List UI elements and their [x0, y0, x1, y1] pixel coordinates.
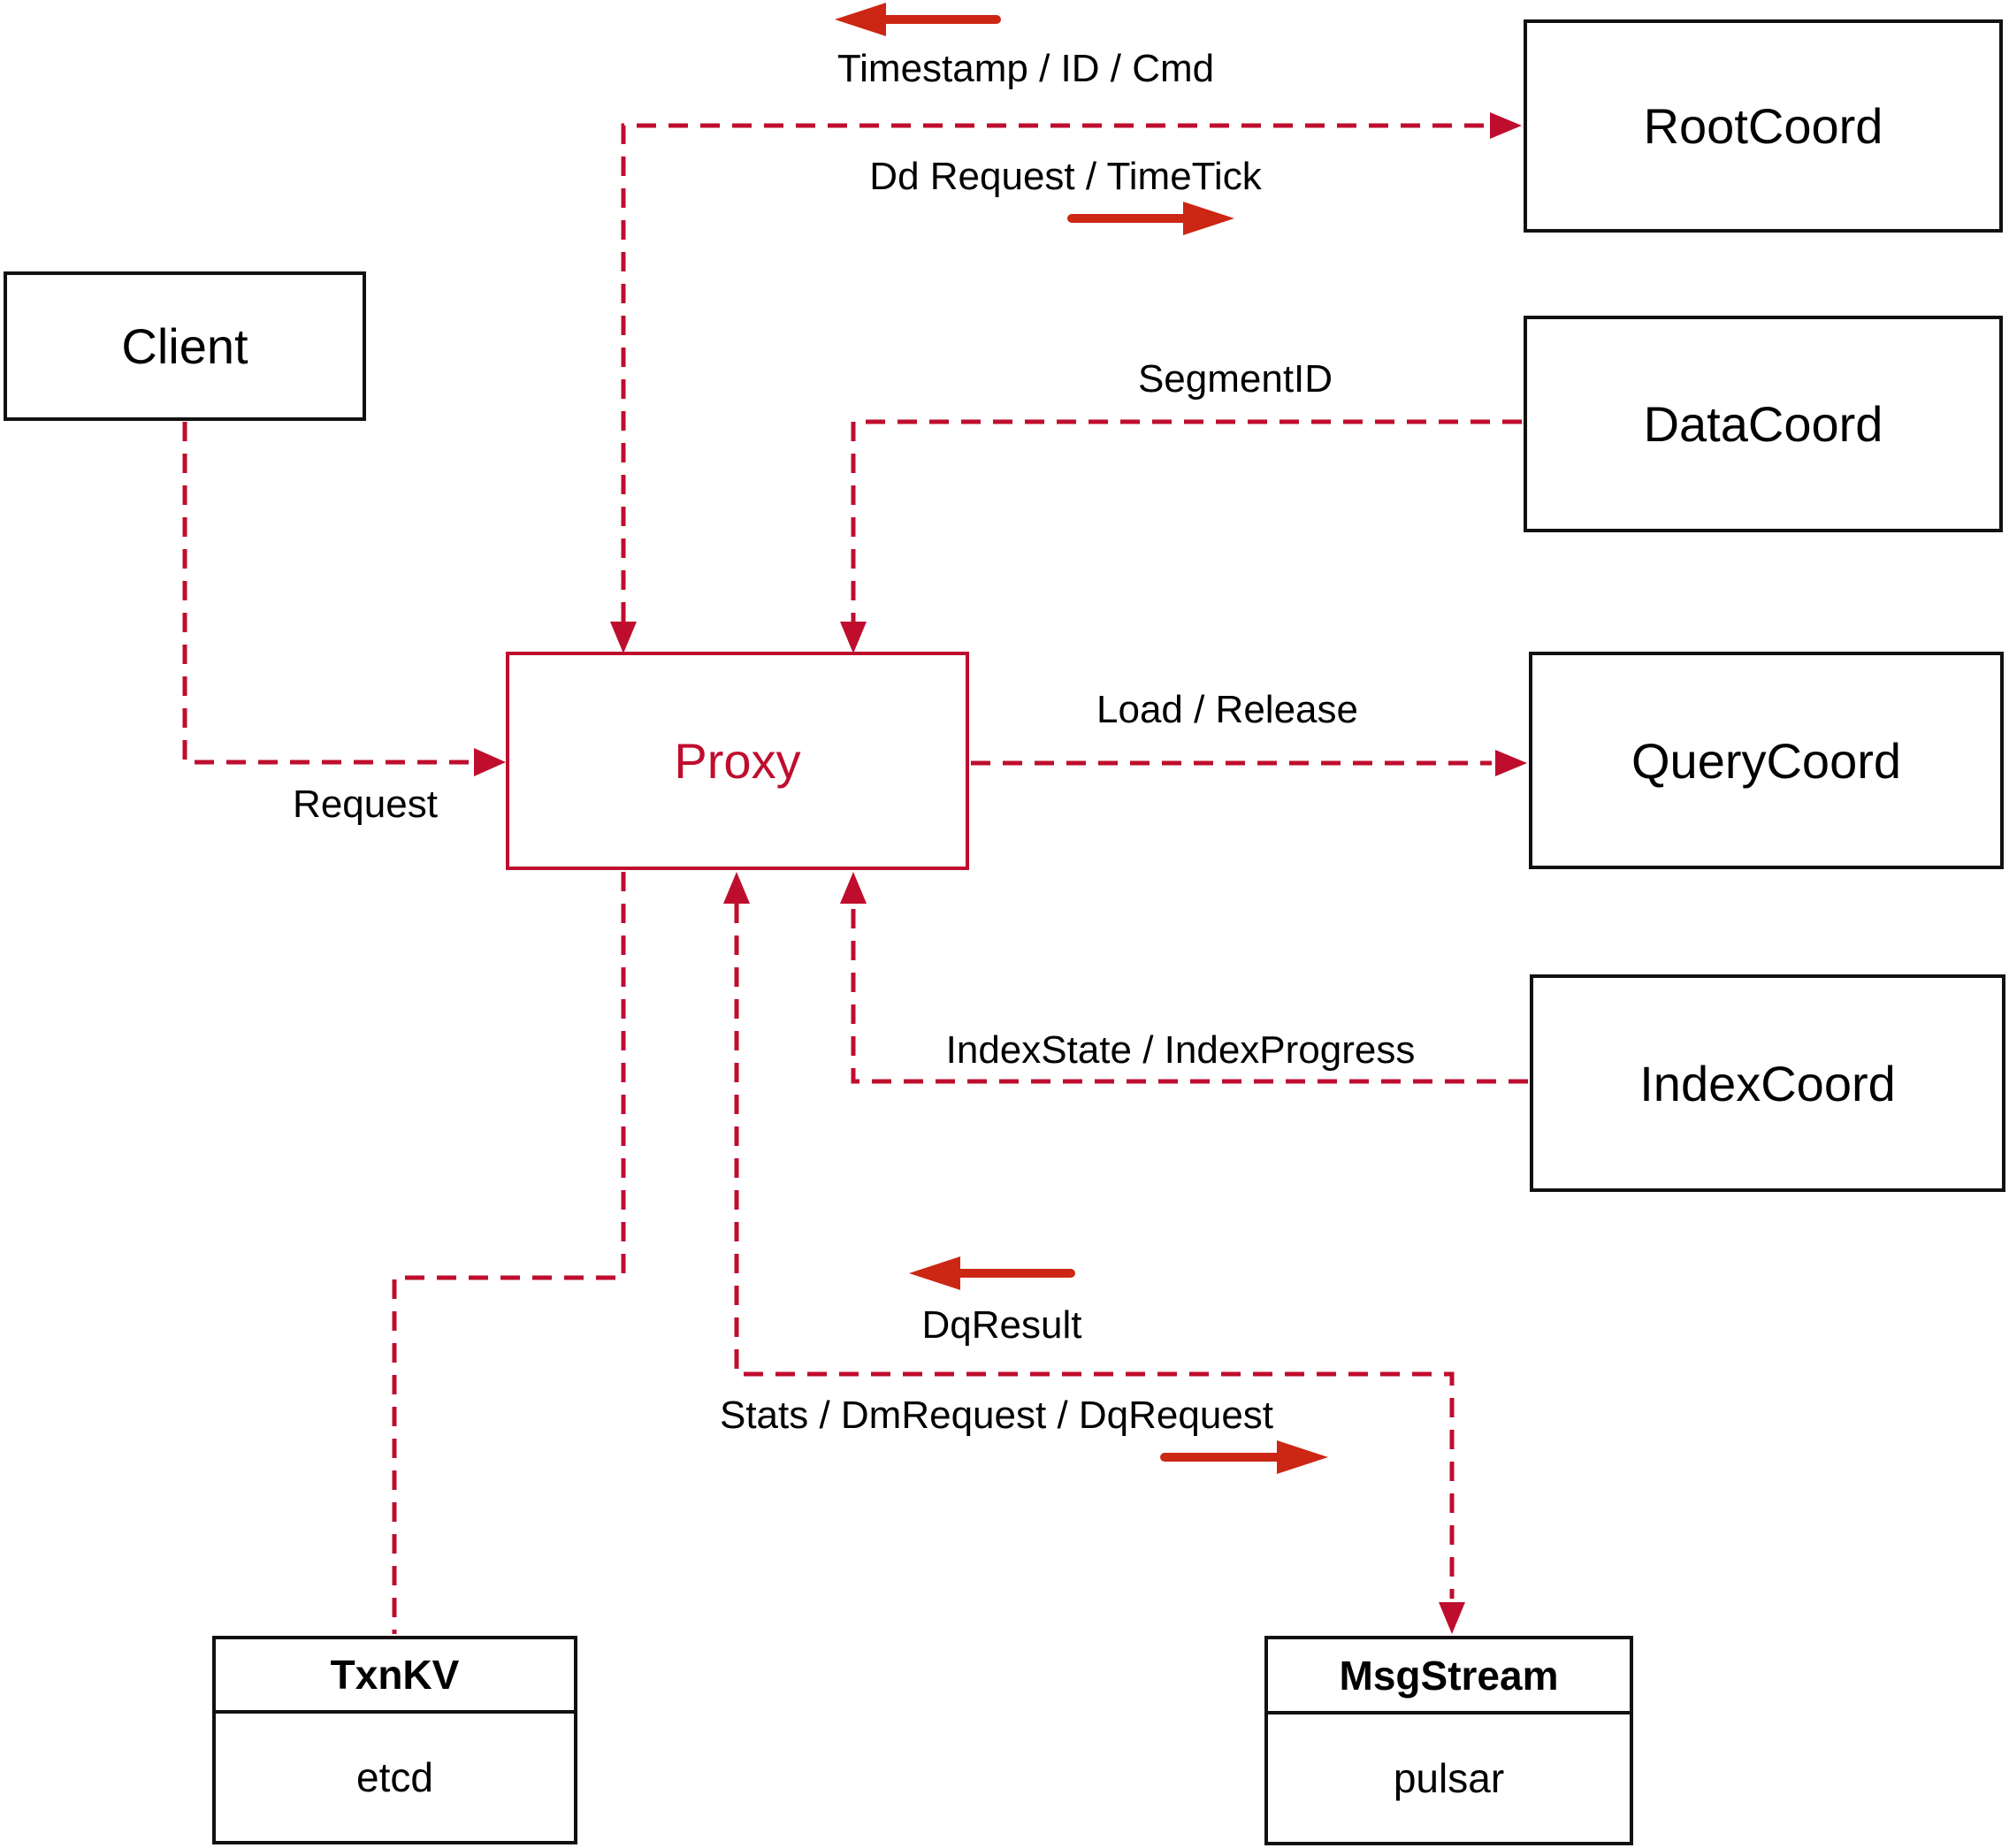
- node-msgstream: [1264, 1636, 1633, 1845]
- arrowhead-right-icon: [1495, 750, 1527, 776]
- arrowhead-up-icon: [840, 872, 867, 904]
- edge-label-segmentid: SegmentID: [1137, 357, 1333, 401]
- txnkv-impl: etcd: [356, 1754, 433, 1800]
- edge-proxy-msgstream: [723, 872, 1465, 1634]
- edge-label-load-release: Load / Release: [1096, 688, 1358, 731]
- arrowhead-right-icon: [474, 748, 506, 776]
- edge-label-dd-request-timetick: Dd Request / TimeTick: [869, 155, 1262, 198]
- msgstream-title: MsgStream: [1268, 1639, 1630, 1714]
- node-client: Client: [4, 271, 366, 421]
- node-rootcoord: RootCoord: [1524, 19, 2003, 233]
- msgstream-impl: pulsar: [1393, 1755, 1505, 1801]
- edge-datacoord-proxy: [840, 422, 1522, 653]
- arrow-left-icon: [835, 3, 997, 36]
- node-indexcoord: IndexCoord: [1530, 974, 2005, 1192]
- edge-label-timestamp-id-cmd: Timestamp / ID / Cmd: [836, 47, 1215, 90]
- arrow-left-icon: [909, 1256, 1071, 1290]
- arrow-right-icon: [1165, 1440, 1328, 1474]
- node-proxy: Proxy: [506, 652, 969, 870]
- edge-proxy-querycoord: [971, 750, 1527, 776]
- node-datacoord: DataCoord: [1524, 316, 2003, 532]
- edge-client-proxy: [185, 422, 506, 776]
- arrowhead-right-icon: [1490, 112, 1522, 139]
- edge-proxy-txnkv: [394, 872, 623, 1634]
- edge-label-indexstate-indexprogress: IndexState / IndexProgress: [945, 1028, 1416, 1072]
- edge-label-dqresult: DqResult: [921, 1303, 1082, 1347]
- txnkv-title: TxnKV: [216, 1639, 574, 1714]
- arrowhead-up-icon: [723, 872, 750, 904]
- arrow-right-icon: [1072, 202, 1234, 235]
- node-querycoord: QueryCoord: [1529, 652, 2004, 869]
- edge-label-request: Request: [293, 783, 438, 826]
- arrowhead-down-icon: [840, 622, 867, 653]
- edge-label-stats-dmrequest-dqrequest: Stats / DmRequest / DqRequest: [719, 1394, 1274, 1437]
- arrowhead-down-icon: [610, 622, 637, 653]
- arrowhead-down-icon: [1439, 1602, 1465, 1634]
- node-txnkv: [212, 1636, 577, 1844]
